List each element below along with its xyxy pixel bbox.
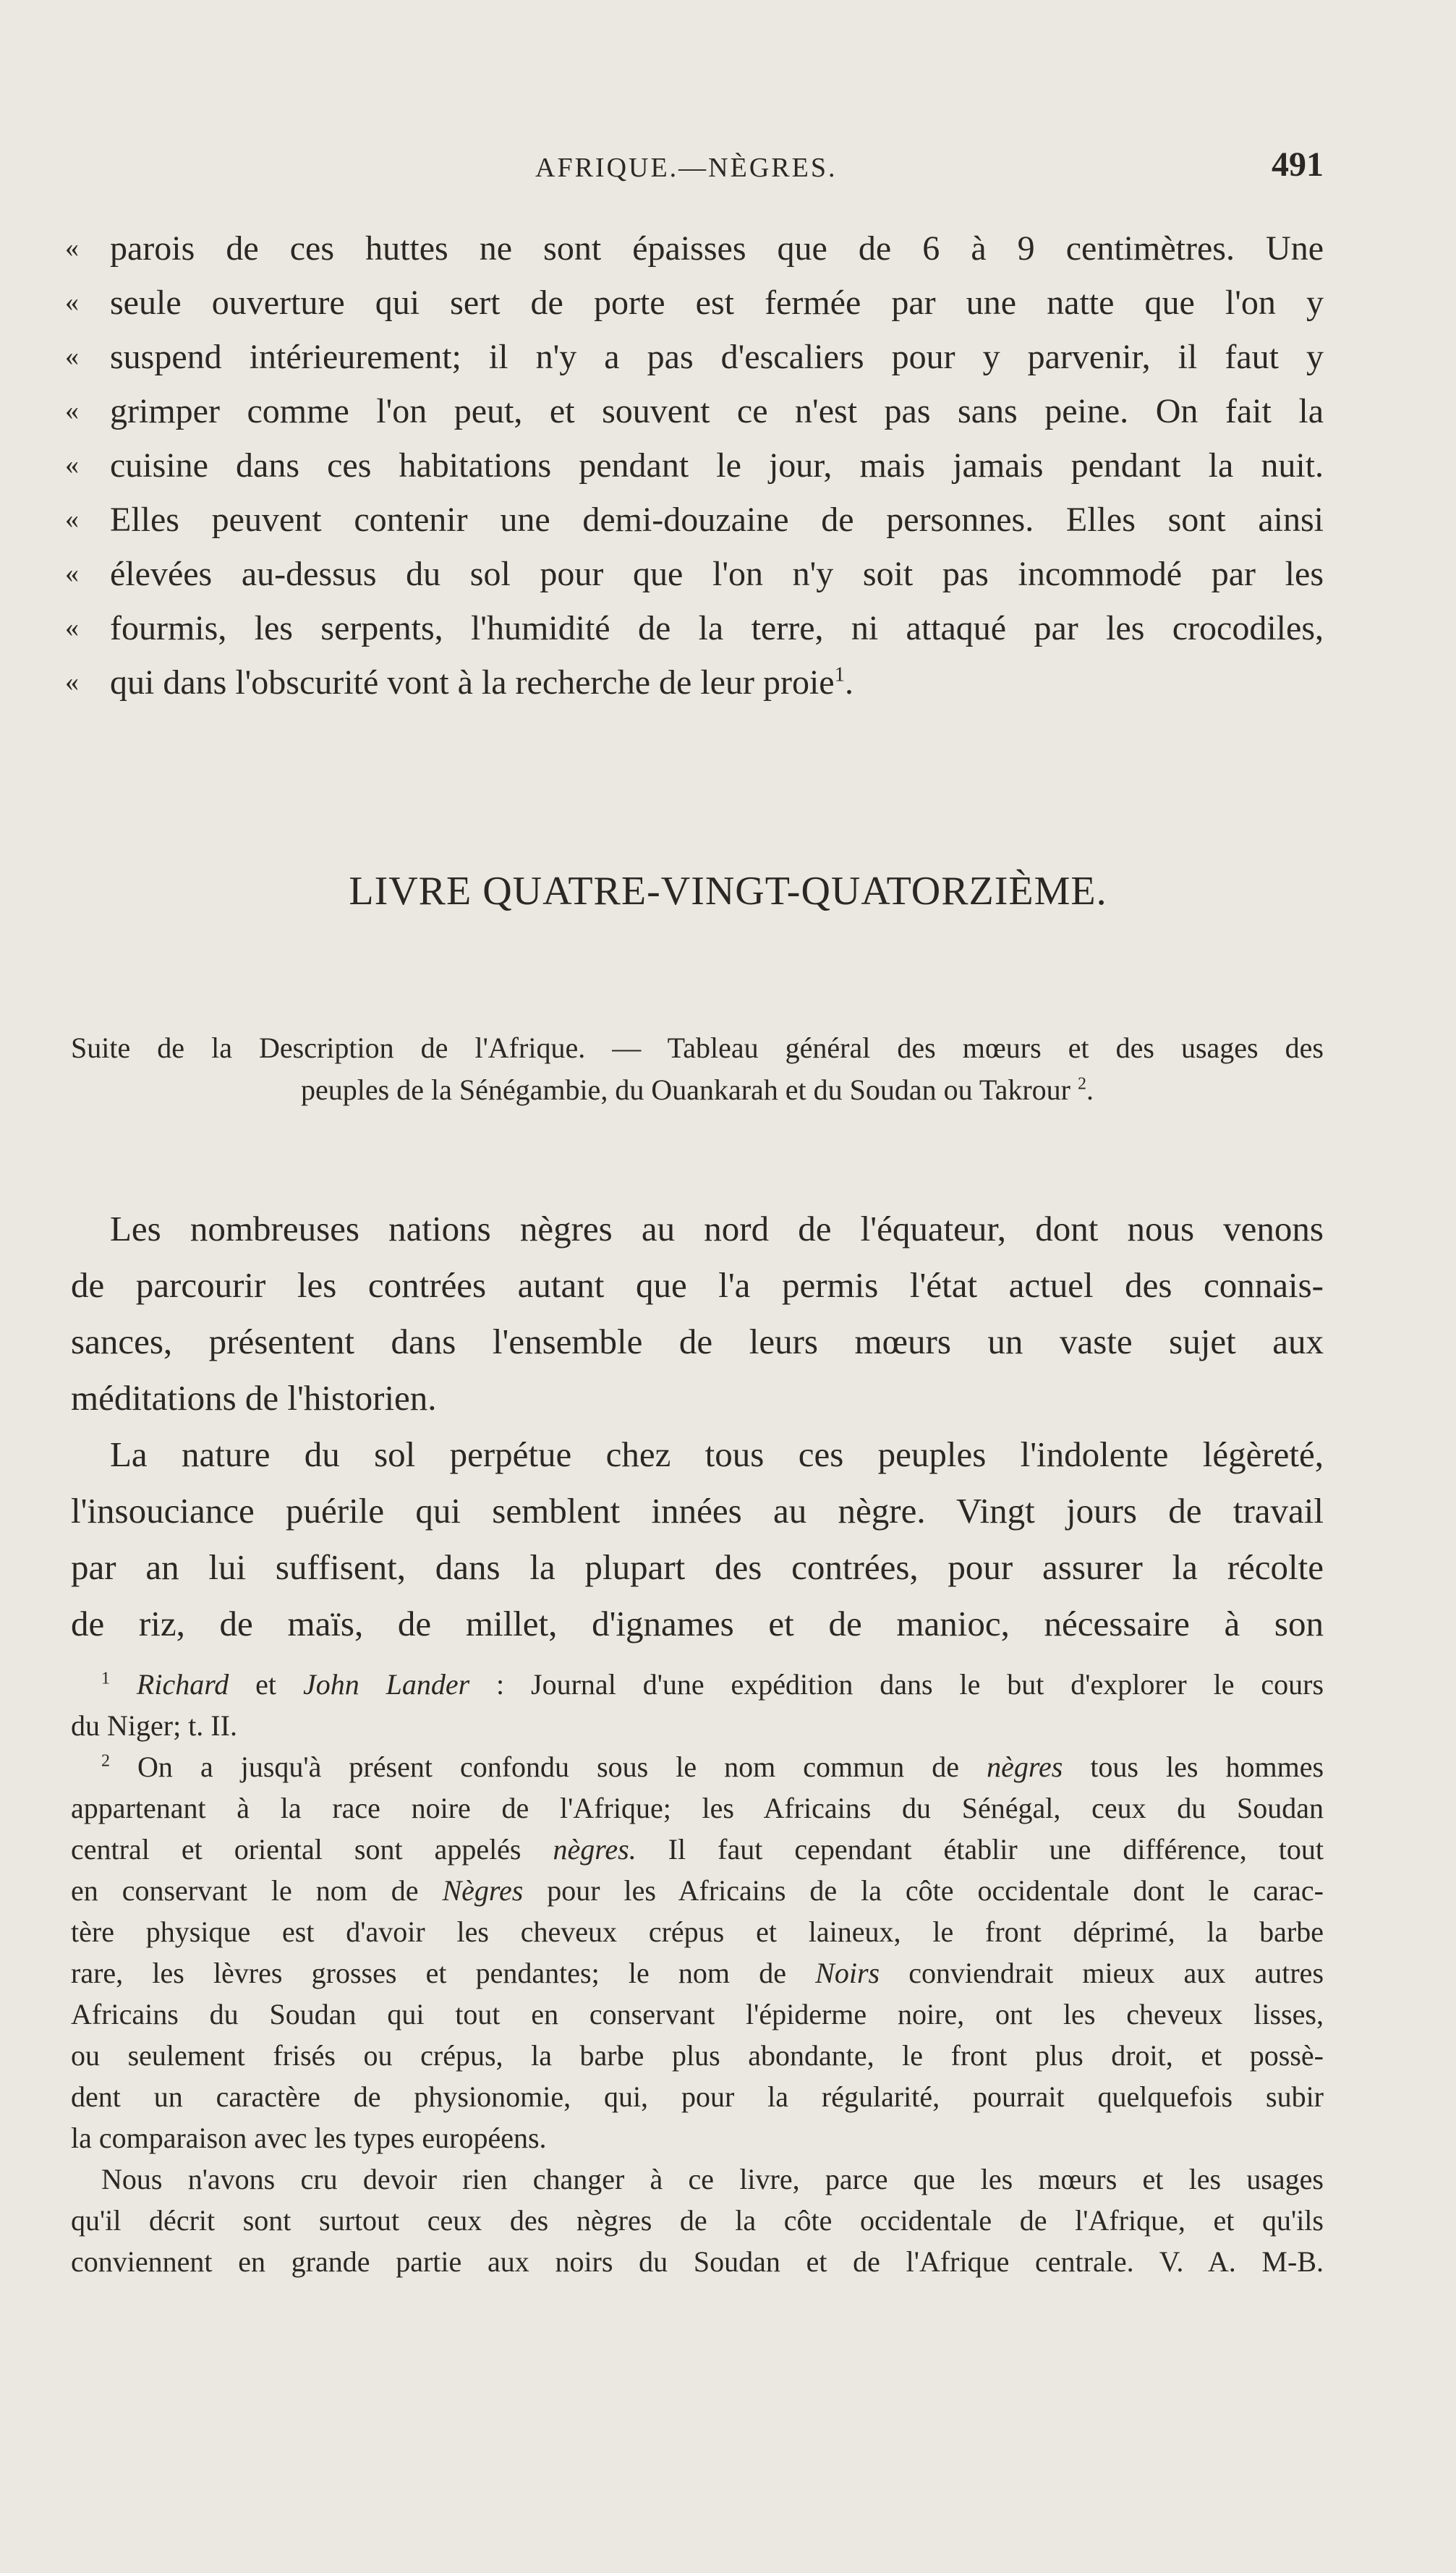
quote-line-text: élevées au-dessus du sol pour que l'on n'y soit pas incommodé par les xyxy=(110,555,1324,593)
quote-mark: « xyxy=(65,450,79,480)
footnote-2-line: la comparaison avec les types européens. xyxy=(71,2122,547,2154)
quote-line xyxy=(65,221,1324,276)
quote-mark: « xyxy=(65,504,79,535)
footnote-2-line: dent un caractère de physionomie, qui, pour la régularité, pourrait quelquefois subir xyxy=(71,2080,1324,2113)
quote-line-text: seule ouverture qui sert de porte est fermée par une natte que l'on y xyxy=(110,284,1324,322)
quote-end: . xyxy=(844,663,853,702)
quote-line xyxy=(65,547,1324,601)
body-line: méditations de l'historien. xyxy=(71,1378,437,1418)
running-title: AFRIQUE.—NÈGRES. xyxy=(535,153,838,183)
footnote-2-line: conviennent en grande partie aux noirs du Soudan et de l'Afrique centrale. V. A. M-B. xyxy=(71,2245,1324,2278)
summary-end: . xyxy=(1086,1073,1094,1106)
quote-line xyxy=(65,384,1324,438)
footnote-2-line xyxy=(71,1870,1324,1911)
footnote-1-line: du Niger; t. II. xyxy=(71,1709,237,1742)
footnote-text: en conservant le nom de xyxy=(71,1874,419,1907)
footnote-author: John Lander xyxy=(302,1668,470,1701)
quote-line xyxy=(65,601,1324,655)
body-line: sances, présentent dans l'ensemble de leurs mœurs un vaste sujet aux xyxy=(71,1322,1324,1361)
footnote-text: rare, les lèvres grosses et pendantes; le nom de xyxy=(71,1957,786,1989)
quote-mark: « xyxy=(65,613,79,643)
footnote-emphasis: nègres xyxy=(987,1751,1063,1783)
quote-line-text xyxy=(110,655,1324,710)
footnote-text: et xyxy=(255,1668,277,1701)
quote-line-text: parois de ces huttes ne sont épaisses que de 6 à 9 centimètres. Une xyxy=(110,229,1324,268)
body-text xyxy=(71,1201,1324,1652)
quote-line-text: suspend intérieurement; il n'y a pas d'escaliers pour y parvenir, il faut y xyxy=(110,338,1324,376)
footnote-2-line xyxy=(71,1746,1324,1787)
footnote-ref[interactable]: 1 xyxy=(834,663,845,686)
footnote-number: 2 xyxy=(101,1751,110,1771)
footnote-text: conviendrait mieux aux autres xyxy=(908,1957,1324,1989)
body-line: de riz, de maïs, de millet, d'ignames et de manioc, nécessaire à son xyxy=(71,1604,1324,1643)
summary-line: Suite de la Description de l'Afrique. — Tableau général des mœurs et des usages des xyxy=(71,1032,1324,1064)
quote-line xyxy=(65,438,1324,493)
footnote-number: 1 xyxy=(101,1669,110,1688)
page-number: 491 xyxy=(1272,145,1324,184)
body-line: Les nombreuses nations nègres au nord de l'équateur, dont nous venons xyxy=(110,1209,1324,1249)
footnote-2-line: Africains du Soudan qui tout en conservant l'épiderme noire, ont les cheveux lisses, xyxy=(71,1998,1324,2030)
footnote-2-line xyxy=(71,1952,1324,1994)
quote-line xyxy=(65,330,1324,384)
footnote-text: Il faut cependant établir une différence, tout xyxy=(668,1833,1324,1866)
footnote-text: : Journal d'une expédition dans le but d'explorer le cours xyxy=(496,1668,1324,1701)
footnote-2-line xyxy=(71,1829,1324,1870)
footnote-2-line: qu'il décrit sont surtout ceux des nègres de la côte occidentale de l'Afrique, et qu'ils xyxy=(71,2204,1324,2237)
body-line: de parcourir les contrées autant que l'a permis l'état actuel des connais- xyxy=(71,1265,1324,1305)
footnote-2-line: tère physique est d'avoir les cheveux crépus et laineux, le front déprimé, la barbe xyxy=(71,1915,1324,1948)
body-line: La nature du sol perpétue chez tous ces peuples l'indolente légèreté, xyxy=(110,1434,1324,1474)
footnote-2-line: appartenant à la race noire de l'Afrique; les Africains du Sénégal, ceux du Soudan xyxy=(71,1792,1324,1824)
quote-line xyxy=(65,655,1324,710)
quote-line-text: fourmis, les serpents, l'humidité de la terre, ni attaqué par les crocodiles, xyxy=(110,609,1324,647)
footnote-emphasis: nègres. xyxy=(553,1833,637,1866)
quote-mark: « xyxy=(65,287,79,318)
quote-line-text: cuisine dans ces habitations pendant le jour, mais jamais pendant la nuit. xyxy=(110,446,1324,485)
quote-mark: « xyxy=(65,233,79,263)
quote-line-text: Elles peuvent contenir une demi-douzaine de personnes. Elles sont ainsi xyxy=(110,501,1324,539)
body-line: par an lui suffisent, dans la plupart des contrées, pour assurer la récolte xyxy=(71,1547,1324,1587)
quote-mark: « xyxy=(65,667,79,697)
footnote-2-line: ou seulement frisés ou crépus, la barbe plus abondante, le front plus droit, et possè- xyxy=(71,2039,1324,2072)
footnote-text: pour les Africains de la côte occidentale dont le carac- xyxy=(547,1874,1324,1907)
footnote-emphasis: Nègres xyxy=(442,1874,524,1907)
footnote-text: On a jusqu'à présent confondu sous le nom commun de xyxy=(137,1751,960,1783)
quote-mark: « xyxy=(65,396,79,426)
quoted-passage xyxy=(65,221,1324,710)
footnote-2-line: Nous n'avons cru devoir rien changer à ce livre, parce que les mœurs et les usages xyxy=(101,2163,1324,2195)
footnote-text: tous les hommes xyxy=(1090,1751,1324,1783)
body-line: l'insouciance puérile qui semblent innées au nègre. Vingt jours de travail xyxy=(71,1491,1324,1531)
footnote-emphasis: Noirs xyxy=(815,1957,880,1989)
footnote-1-line xyxy=(71,1664,1324,1705)
footnote-author: Richard xyxy=(136,1668,229,1701)
quote-line xyxy=(65,276,1324,330)
summary-line-text: peuples de la Sénégambie, du Ouankarah et du Soudan ou Takrour xyxy=(301,1073,1070,1106)
book-title: LIVRE QUATRE-VINGT-QUATORZIÈME. xyxy=(349,869,1107,914)
footnote-text: central et oriental sont appelés xyxy=(71,1833,521,1866)
summary-line xyxy=(71,1069,1324,1111)
quote-last-text: qui dans l'obscurité vont à la recherche de leur proie xyxy=(110,663,835,702)
footnote-ref[interactable]: 2 xyxy=(1077,1074,1086,1094)
chapter-summary xyxy=(71,1027,1324,1111)
quote-mark: « xyxy=(65,558,79,589)
running-head xyxy=(101,145,1324,188)
quote-line-text: grimper comme l'on peut, et souvent ce n'est pas sans peine. On fait la xyxy=(110,392,1324,430)
quote-mark: « xyxy=(65,341,79,372)
footnotes xyxy=(71,1664,1324,2282)
quote-line xyxy=(65,493,1324,547)
